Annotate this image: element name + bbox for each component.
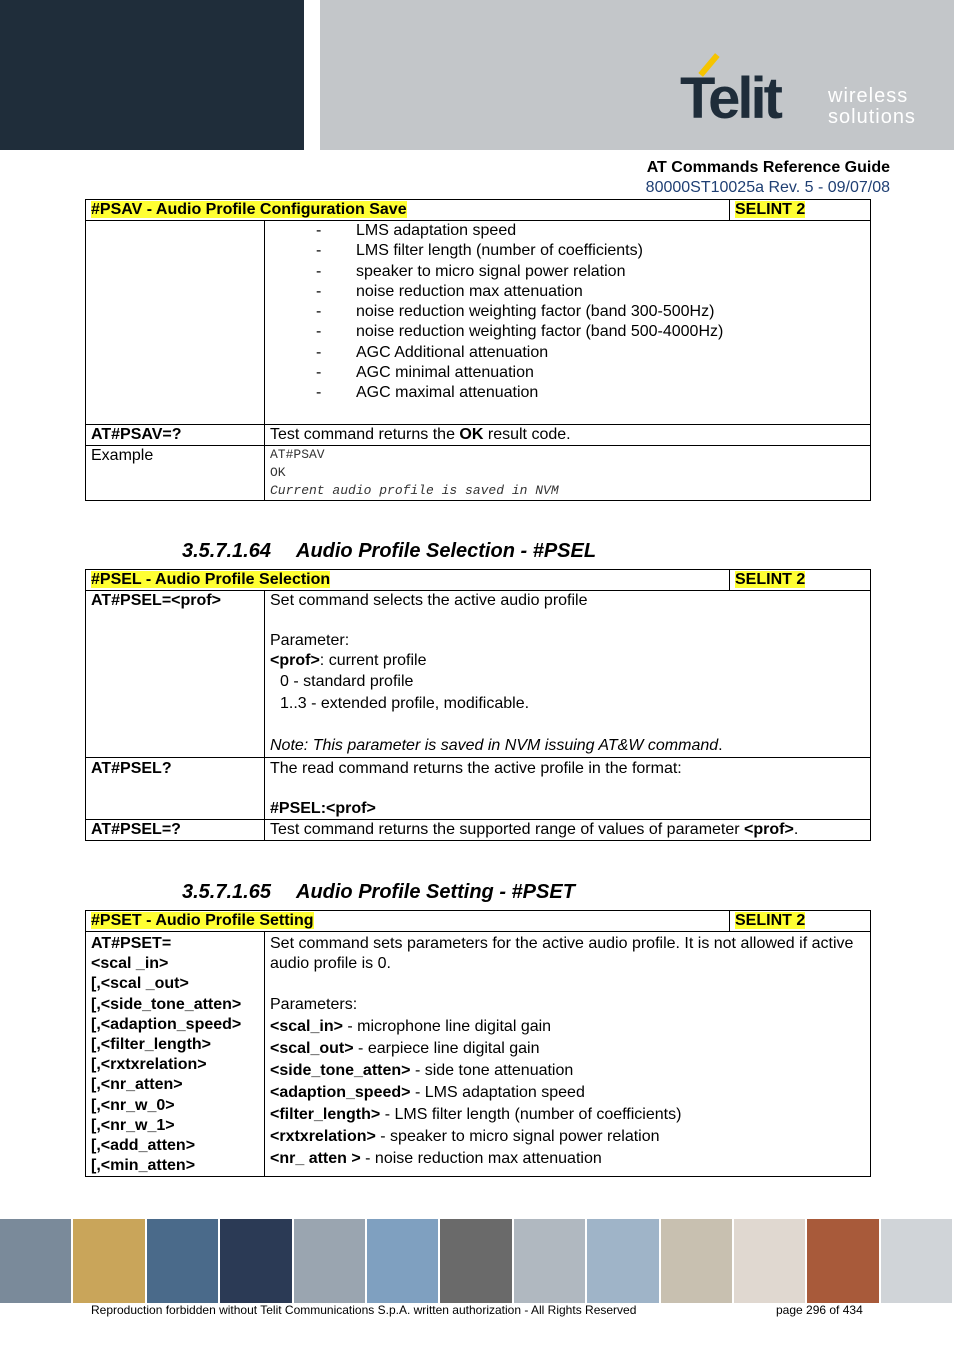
section-number: 3.5.7.1.64 (182, 540, 271, 562)
pset-set-desc: Set command sets parameters for the active audio profile. It is not allowed if active audio profile is 0. (270, 935, 854, 972)
psav-empty-cell (86, 221, 265, 425)
footer-page-number: page 296 of 434 (776, 1303, 863, 1317)
psel-selint-cell (730, 570, 871, 591)
syntax-line: [,<nr_w_1> (91, 1116, 175, 1134)
param-line: <filter_length> - LMS filter length (number of coefficients) (270, 1106, 682, 1123)
psav-title: #PSAV - Audio Profile Configuration Save (91, 201, 407, 218)
footer-photo (367, 1219, 440, 1303)
doc-title: AT Commands Reference Guide (646, 159, 890, 176)
psel-read-desc-cell (265, 758, 871, 820)
pset-syntax-cell (86, 932, 265, 1177)
param-line: <side_tone_atten> - side tone attenuation (270, 1062, 574, 1079)
syntax-line: [,<rxtxrelation> (91, 1056, 207, 1074)
section-title: Audio Profile Selection - #PSEL (296, 540, 597, 562)
list-item: - noise reduction weighting factor (band 500-4000Hz) (270, 322, 865, 342)
psav-example-label: Example (86, 445, 265, 500)
psel-section-heading (182, 540, 596, 563)
header-dark-banner (0, 0, 304, 150)
syntax-line: [,<scal _out> (91, 975, 189, 993)
syntax-line: [,<add_atten> (91, 1137, 196, 1155)
psel-title-cell (86, 570, 730, 591)
syntax-line: [,<min_atten> (91, 1157, 196, 1175)
telit-logo (678, 48, 938, 133)
psav-test-desc: Test command returns the OK result code. (265, 424, 871, 445)
list-item: - noise reduction max attenuation (270, 282, 865, 302)
code-line: AT#PSAV (270, 446, 325, 462)
footer-copyright: Reproduction forbidden without Telit Communications S.p.A. written authorization - All Rights Reserved (91, 1303, 637, 1317)
param-line: <scal_in> - microphone line digital gain (270, 1018, 552, 1035)
param-line: <nr_ atten > - noise reduction max attenuation (270, 1150, 602, 1167)
footer-photo-strip (0, 1219, 954, 1303)
footer-photo (73, 1219, 146, 1303)
logo-tagline (828, 86, 916, 128)
pset-title: #PSET - Audio Profile Setting (91, 912, 314, 929)
param-line: <prof>: current profile (270, 652, 427, 669)
code-line: Current audio profile is saved in NVM (270, 482, 559, 498)
psel-test-cmd: AT#PSEL=? (86, 820, 265, 841)
psel-set-desc-cell (265, 591, 871, 758)
section-number: 3.5.7.1.65 (182, 881, 271, 903)
footer-photo (147, 1219, 220, 1303)
psel-title: #PSEL - Audio Profile Selection (91, 571, 331, 588)
syntax-line: [,<nr_w_0> (91, 1096, 175, 1114)
footer-photo (587, 1219, 660, 1303)
logo-tagline-line1: wireless (828, 85, 909, 107)
psel-note: Note: This parameter is saved in NVM issuing AT&W command. (270, 737, 723, 754)
param-label: Parameter: (270, 632, 350, 649)
psav-title-cell (86, 200, 730, 221)
syntax-line: [,<filter_length> (91, 1036, 212, 1054)
param-line: <scal_out> - earpiece line digital gain (270, 1040, 540, 1057)
list-item: - LMS filter length (number of coefficients) (270, 241, 865, 261)
doc-reference: 80000ST10025a Rev. 5 - 09/07/08 (645, 179, 890, 196)
syntax-line: AT#PSET= (91, 935, 172, 952)
param-line: <rxtxrelation> - speaker to micro signal power relation (270, 1128, 660, 1145)
param-value: 0 - standard profile (280, 673, 414, 690)
footer-photo (881, 1219, 954, 1303)
pset-desc-cell (265, 932, 871, 1177)
syntax-line: [,<nr_atten> (91, 1076, 183, 1094)
psel-selint: SELINT 2 (735, 571, 806, 588)
footer-photo (220, 1219, 293, 1303)
list-item: - AGC Additional attenuation (270, 343, 865, 363)
footer-photo (734, 1219, 807, 1303)
psel-test-desc: Test command returns the supported range of values of parameter <prof>. (265, 820, 871, 841)
psel-table (85, 569, 871, 841)
pset-selint: SELINT 2 (735, 912, 806, 929)
psav-test-cmd: AT#PSAV=? (86, 424, 265, 445)
param-value: 1..3 - extended profile, modificable. (280, 695, 530, 712)
psav-param-list (270, 221, 865, 404)
psav-table (85, 199, 871, 501)
psel-set-cmd: AT#PSEL=<prof> (86, 591, 265, 758)
psel-read-desc: The read command returns the active profile in the format: (270, 760, 682, 777)
list-item: - AGC minimal attenuation (270, 363, 865, 383)
pset-table (85, 910, 871, 1177)
footer-photo (294, 1219, 367, 1303)
pset-title-cell (86, 911, 730, 932)
psel-set-desc: Set command selects the active audio profile (270, 592, 588, 609)
syntax-line: [,<side_tone_atten> (91, 995, 242, 1013)
psav-example-code (265, 445, 871, 500)
list-item: - noise reduction weighting factor (band 300-500Hz) (270, 302, 865, 322)
psav-selint: SELINT 2 (735, 201, 806, 218)
pset-section-heading (182, 881, 575, 904)
footer-photo (0, 1219, 73, 1303)
syntax-line: <scal _in> (91, 955, 169, 973)
psav-list-cell (265, 221, 871, 425)
psel-read-cmd: AT#PSEL? (86, 758, 265, 820)
footer-photo (514, 1219, 587, 1303)
list-item: - LMS adaptation speed (270, 221, 865, 241)
param-label: Parameters: (270, 996, 358, 1013)
logo-text: Telit (680, 66, 780, 131)
param-line: <adaption_speed> - LMS adaptation speed (270, 1084, 585, 1101)
syntax-line: [,<adaption_speed> (91, 1015, 242, 1033)
code-line: OK (270, 464, 286, 480)
footer-photo (661, 1219, 734, 1303)
section-title: Audio Profile Setting - #PSET (296, 881, 575, 903)
footer-photo (807, 1219, 880, 1303)
psel-read-format: #PSEL:<prof> (270, 800, 376, 817)
pset-selint-cell (730, 911, 871, 932)
psav-selint-cell (730, 200, 871, 221)
logo-tagline-line2: solutions (828, 106, 916, 128)
list-item: - AGC maximal attenuation (270, 383, 865, 403)
footer-photo (440, 1219, 513, 1303)
list-item: - speaker to micro signal power relation (270, 262, 865, 282)
